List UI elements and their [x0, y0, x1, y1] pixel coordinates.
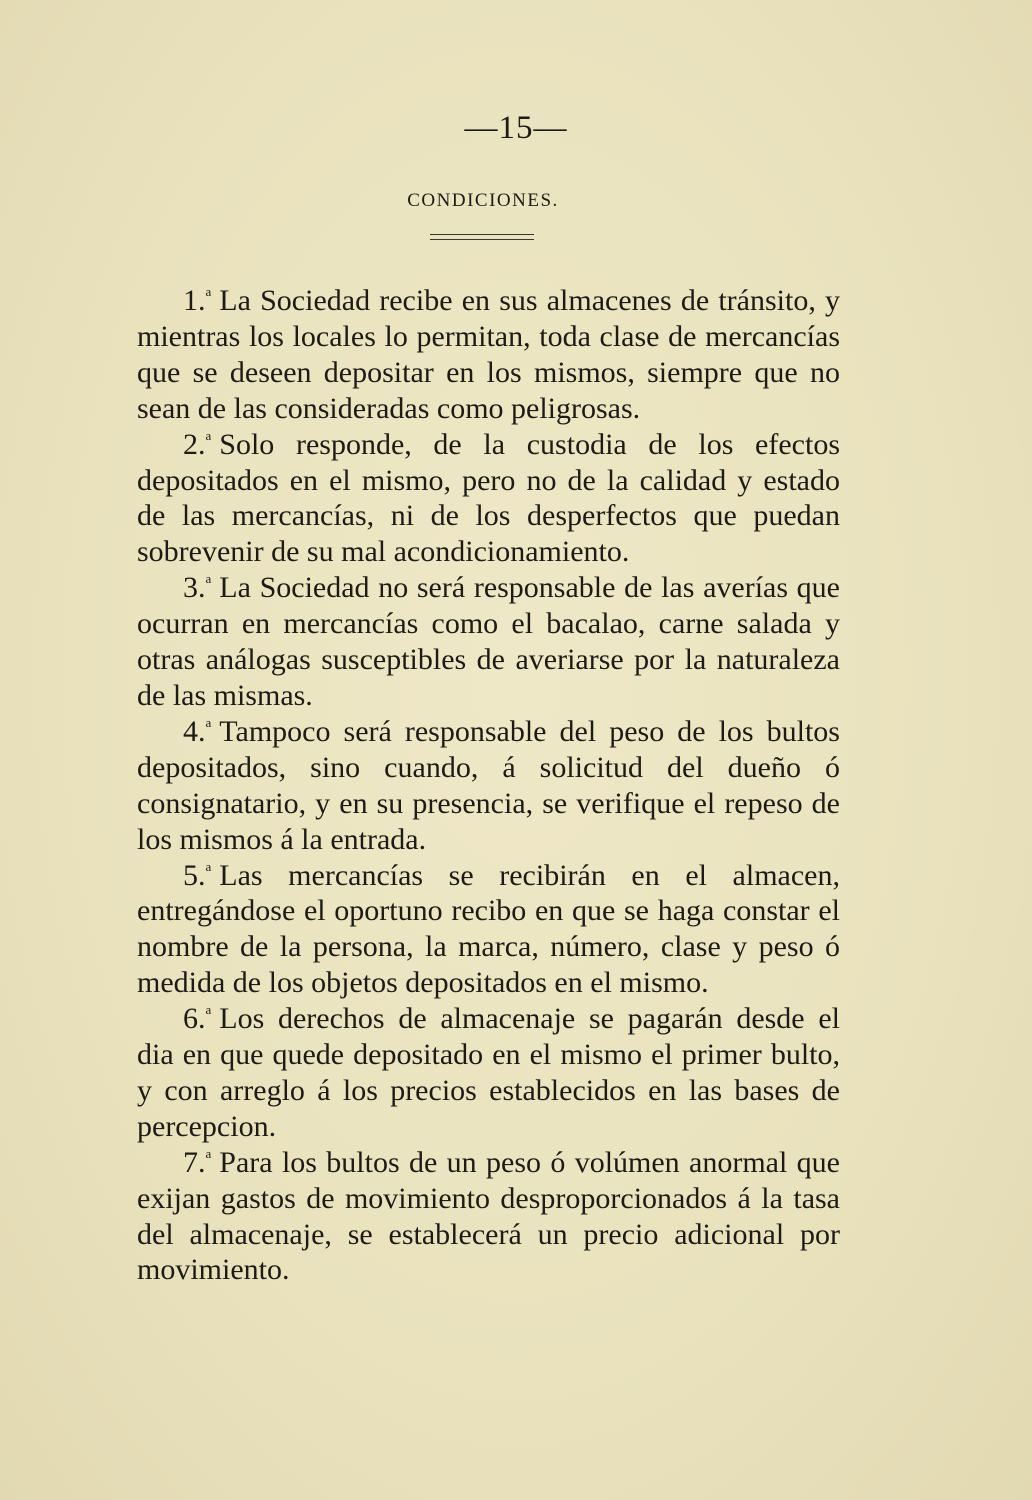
condition-number: 6.$^a$ [183, 1002, 212, 1036]
condition-paragraph [137, 858, 840, 1002]
conditions-list [137, 283, 840, 1288]
double-rule-divider [430, 234, 534, 240]
condition-paragraph [137, 714, 840, 858]
condition-paragraph [137, 570, 840, 714]
condition-number: 1.$^a$ [183, 284, 212, 317]
condition-paragraph [137, 283, 840, 427]
condition-text: Los derechos de almacenaje se pagarán desde el dia en que quede depositado en el mismo el primer bulto, y con arreglo á los precios establecidos en las bases de percepcion. [137, 1002, 840, 1143]
condition-paragraph [137, 1145, 840, 1289]
condition-paragraph [137, 427, 840, 571]
condition-text: Las mercancías se recibirán en el almacen, entregándose el oportuno recibo en que se haga constar el nombre de la persona, la marca, número, clase y peso ó medida de los objetos depositados en el mismo. [137, 858, 840, 1000]
condition-text: Solo responde, de la custodia de los efectos depositados en el mismo, pero no de la calidad y estado de las mercancías, ni de los desperfectos que puedan sobrevenir de su mal acondicionamiento. [137, 427, 840, 569]
condition-paragraph [137, 1001, 840, 1145]
condition-text: Tampoco será responsable del peso de los bultos depositados, sino cuando, á solicitud del dueño ó consignatario, y en su presencia, se verifique el repeso de los mismos á la entrada. [137, 714, 840, 856]
page-number: —15— [464, 110, 568, 146]
section-heading: CONDICIONES. [407, 190, 559, 211]
condition-text: La Sociedad no será responsable de las averías que ocurran en mercancías como el bacalao, carne salada y otras análogas susceptibles de averiarse por la naturaleza de las mismas. [137, 571, 840, 712]
condition-text: La Sociedad recibe en sus almacenes de tránsito, y mientras los locales lo permitan, toda clase de mercancías que se deseen depositar en los mismos, siempre que no sean de las consideradas como peligrosas. [137, 284, 840, 425]
condition-number: 2.$^a$ [183, 427, 212, 461]
condition-text: Para los bultos de un peso ó volúmen anormal que exijan gastos de movimiento desproporcionados á la tasa del almacenaje, se establecerá un precio adicional por movimiento. [137, 1145, 840, 1287]
condition-number: 5.$^a$ [183, 858, 212, 892]
condition-number: 4.$^a$ [183, 714, 212, 748]
condition-number: 7.$^a$ [183, 1145, 212, 1179]
condition-number: 3.$^a$ [183, 571, 212, 605]
